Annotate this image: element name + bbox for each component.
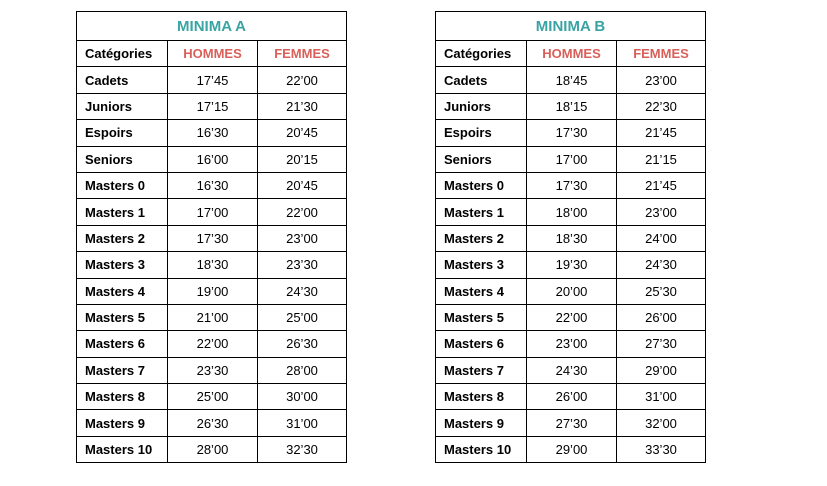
men-time-cell: 25’00 — [168, 384, 258, 410]
category-cell: Masters 9 — [436, 410, 527, 436]
women-time-cell: 21’15 — [617, 146, 706, 172]
women-time-cell: 29’00 — [617, 357, 706, 383]
women-time-cell: 23’30 — [258, 252, 347, 278]
men-time-cell: 26’00 — [527, 384, 617, 410]
men-time-cell: 18’30 — [527, 225, 617, 251]
men-time-cell: 17’30 — [527, 172, 617, 198]
table-row — [436, 172, 706, 198]
table-row — [77, 278, 347, 304]
men-time-cell: 17’15 — [168, 93, 258, 119]
table-row — [77, 67, 347, 93]
men-time-cell: 18’45 — [527, 67, 617, 93]
men-time-cell: 22’00 — [168, 331, 258, 357]
women-time-cell: 28’00 — [258, 357, 347, 383]
women-time-cell: 30’00 — [258, 384, 347, 410]
table-row — [436, 436, 706, 462]
column-header-category: Catégories — [77, 41, 168, 67]
table-row — [77, 436, 347, 462]
men-time-cell: 17’45 — [168, 67, 258, 93]
women-time-cell: 21’45 — [617, 172, 706, 198]
column-header-men: HOMMES — [527, 41, 617, 67]
table-row — [77, 225, 347, 251]
table-row — [77, 304, 347, 330]
table-row — [77, 410, 347, 436]
category-cell: Masters 10 — [436, 436, 527, 462]
men-time-cell: 16’30 — [168, 172, 258, 198]
category-cell: Masters 6 — [77, 331, 168, 357]
category-cell: Masters 6 — [436, 331, 527, 357]
women-time-cell: 23’00 — [617, 199, 706, 225]
table-row — [436, 331, 706, 357]
men-time-cell: 17’30 — [168, 225, 258, 251]
category-cell: Cadets — [77, 67, 168, 93]
table-row — [436, 304, 706, 330]
men-time-cell: 27’30 — [527, 410, 617, 436]
men-time-cell: 19’00 — [168, 278, 258, 304]
women-time-cell: 20’45 — [258, 120, 347, 146]
category-cell: Masters 2 — [436, 225, 527, 251]
men-time-cell: 17’00 — [527, 146, 617, 172]
table-row — [436, 252, 706, 278]
men-time-cell: 17’30 — [527, 120, 617, 146]
table-row — [436, 199, 706, 225]
minima-b-title: MINIMA B — [436, 12, 706, 41]
men-time-cell: 23’30 — [168, 357, 258, 383]
table-row — [77, 252, 347, 278]
women-time-cell: 23’00 — [617, 67, 706, 93]
women-time-cell: 31’00 — [258, 410, 347, 436]
column-header-men: HOMMES — [168, 41, 258, 67]
column-header-category: Catégories — [436, 41, 527, 67]
category-cell: Masters 4 — [436, 278, 527, 304]
category-cell: Seniors — [436, 146, 527, 172]
category-cell: Masters 10 — [77, 436, 168, 462]
men-time-cell: 18’30 — [168, 252, 258, 278]
category-cell: Masters 0 — [436, 172, 527, 198]
women-time-cell: 21’45 — [617, 120, 706, 146]
column-header-women: FEMMES — [258, 41, 347, 67]
women-time-cell: 23’00 — [258, 225, 347, 251]
table-row — [436, 225, 706, 251]
category-cell: Espoirs — [77, 120, 168, 146]
men-time-cell: 26’30 — [168, 410, 258, 436]
men-time-cell: 28’00 — [168, 436, 258, 462]
men-time-cell: 23’00 — [527, 331, 617, 357]
category-cell: Masters 8 — [77, 384, 168, 410]
table-row — [77, 146, 347, 172]
men-time-cell: 22’00 — [527, 304, 617, 330]
men-time-cell: 29’00 — [527, 436, 617, 462]
category-cell: Masters 7 — [436, 357, 527, 383]
category-cell: Masters 2 — [77, 225, 168, 251]
women-time-cell: 32’00 — [617, 410, 706, 436]
table-row — [436, 120, 706, 146]
category-cell: Masters 3 — [77, 252, 168, 278]
category-cell: Juniors — [77, 93, 168, 119]
column-header-women: FEMMES — [617, 41, 706, 67]
men-time-cell: 19’30 — [527, 252, 617, 278]
men-time-cell: 20’00 — [527, 278, 617, 304]
men-time-cell: 16’00 — [168, 146, 258, 172]
women-time-cell: 33’30 — [617, 436, 706, 462]
table-row — [77, 384, 347, 410]
table-row — [77, 93, 347, 119]
women-time-cell: 24’00 — [617, 225, 706, 251]
men-time-cell: 16’30 — [168, 120, 258, 146]
women-time-cell: 22’00 — [258, 67, 347, 93]
category-cell: Masters 9 — [77, 410, 168, 436]
table-row — [436, 384, 706, 410]
men-time-cell: 18’00 — [527, 199, 617, 225]
men-time-cell: 24’30 — [527, 357, 617, 383]
women-time-cell: 32’30 — [258, 436, 347, 462]
women-time-cell: 26’00 — [617, 304, 706, 330]
table-row — [77, 331, 347, 357]
women-time-cell: 20’45 — [258, 172, 347, 198]
category-cell: Seniors — [77, 146, 168, 172]
category-cell: Masters 7 — [77, 357, 168, 383]
category-cell: Espoirs — [436, 120, 527, 146]
table-title-row — [436, 12, 706, 41]
table-row — [436, 278, 706, 304]
women-time-cell: 27’30 — [617, 331, 706, 357]
table-row — [77, 357, 347, 383]
women-time-cell: 26’30 — [258, 331, 347, 357]
category-cell: Masters 5 — [436, 304, 527, 330]
category-cell: Masters 1 — [436, 199, 527, 225]
table-row — [436, 93, 706, 119]
women-time-cell: 24’30 — [258, 278, 347, 304]
women-time-cell: 22’30 — [617, 93, 706, 119]
category-cell: Masters 0 — [77, 172, 168, 198]
women-time-cell: 25’30 — [617, 278, 706, 304]
table-row — [436, 146, 706, 172]
category-cell: Masters 3 — [436, 252, 527, 278]
table-row — [436, 410, 706, 436]
table-row — [77, 199, 347, 225]
men-time-cell: 18’15 — [527, 93, 617, 119]
women-time-cell: 25’00 — [258, 304, 347, 330]
category-cell: Masters 4 — [77, 278, 168, 304]
women-time-cell: 24’30 — [617, 252, 706, 278]
category-cell: Cadets — [436, 67, 527, 93]
table-row — [436, 357, 706, 383]
minima-a-title: MINIMA A — [77, 12, 347, 41]
minima-b-table — [435, 11, 706, 463]
category-cell: Masters 8 — [436, 384, 527, 410]
table-row — [77, 172, 347, 198]
women-time-cell: 21’30 — [258, 93, 347, 119]
women-time-cell: 22’00 — [258, 199, 347, 225]
women-time-cell: 31’00 — [617, 384, 706, 410]
table-row — [436, 67, 706, 93]
category-cell: Juniors — [436, 93, 527, 119]
table-header-row — [77, 41, 347, 67]
table-title-row — [77, 12, 347, 41]
men-time-cell: 21’00 — [168, 304, 258, 330]
category-cell: Masters 5 — [77, 304, 168, 330]
table-row — [77, 120, 347, 146]
table-header-row — [436, 41, 706, 67]
women-time-cell: 20’15 — [258, 146, 347, 172]
minima-a-table — [76, 11, 347, 463]
men-time-cell: 17’00 — [168, 199, 258, 225]
category-cell: Masters 1 — [77, 199, 168, 225]
